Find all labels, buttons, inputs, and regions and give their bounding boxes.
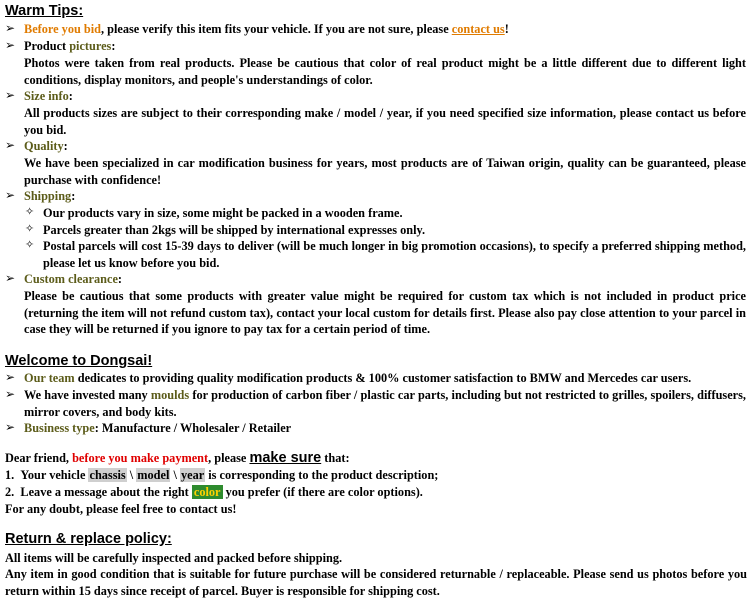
arrowhead-bullet-icon: ➢ (5, 387, 16, 401)
business-label: Business type (24, 421, 95, 435)
moulds-label: moulds (150, 388, 190, 402)
team-line (24, 370, 746, 387)
arrowhead-bullet-icon: ➢ (5, 420, 16, 434)
welcome-title: Welcome to Dongsai! (5, 353, 153, 369)
model-label: model (137, 468, 170, 482)
four-point-star-icon: ✧ (25, 222, 35, 235)
arrowhead-bullet-icon: ➢ (5, 370, 16, 384)
arrowhead-bullet-icon: ➢ (5, 88, 16, 102)
customs-body: Please be cautious that some products with greater value might be required for custom tax which is not included in product price (returning the item will not refund custom tax), contact your local custom for details first. Please also pay close attention to your parcel in case they will be returned if you ignore to pay tax for a certain period of time. (24, 289, 746, 336)
before-bid-text: , please verify this item fits your vehicle. If you are not sure, please (100, 22, 452, 36)
payment-warning: before you make payment (72, 451, 209, 465)
shipping-point: Our products vary in size, some might be packed in a wooden frame. (43, 206, 403, 220)
quality-colon: : (63, 139, 68, 153)
business-text: : Manufacture / Wholesaler / Retailer (94, 421, 292, 435)
pictures-colon: : (111, 39, 116, 53)
chassis-label: chassis (89, 468, 126, 482)
payment-intro-a: Dear friend, (5, 451, 73, 465)
customs-label: Custom clearance (24, 272, 118, 286)
quality-label: Quality (24, 139, 64, 153)
four-point-star-icon: ✧ (25, 238, 35, 251)
team-label: Our team (24, 371, 75, 385)
quality-heading (24, 138, 746, 155)
business-line (24, 420, 746, 437)
arrowhead-bullet-icon: ➢ (5, 138, 16, 152)
moulds-text-a: We have invested many (24, 388, 151, 402)
team-text: dedicates to providing quality modification products & 100% customer satisfaction to BMW and Mercedes car users. (74, 371, 692, 385)
payment-intro-b: , please (208, 451, 250, 465)
payment-line-1 (5, 467, 747, 484)
pictures-body: Photos were taken from real products. Please be cautious that color of real product might be a little different due to different light conditions, display monitors, and people's understandings of color. (24, 56, 746, 87)
year-label: year (180, 468, 205, 482)
before-bid-end: ! (504, 22, 509, 36)
line2-text-b: you prefer (if there are color options). (222, 485, 423, 499)
arrowhead-bullet-icon: ➢ (5, 271, 16, 285)
size-colon: : (68, 89, 73, 103)
line1-text-b: is corresponding to the product description; (205, 468, 439, 482)
size-label: Size info (24, 89, 69, 103)
pictures-label-a: Product (24, 39, 70, 53)
payment-line-2 (5, 484, 747, 501)
warm-tips-title: Warm Tips: (5, 3, 84, 19)
line-number: 2. (5, 485, 15, 499)
line-number: 1. (5, 468, 15, 482)
before-bid-tip (24, 21, 746, 38)
payment-intro-c: that: (321, 451, 350, 465)
shipping-label: Shipping (24, 189, 72, 203)
shipping-point: Postal parcels will cost 15-39 days to deliver (will be much longer in big promotion occasions), to specify a preferred shipping method, please let us know before you bid. (43, 239, 746, 270)
arrowhead-bullet-icon: ➢ (5, 21, 16, 35)
make-sure-label: make sure (249, 450, 322, 466)
shipping-point: Parcels greater than 2kgs will be shipped by international expresses only. (43, 223, 426, 237)
moulds-line (24, 387, 746, 420)
contact-us-link[interactable]: contact us (451, 22, 505, 36)
size-heading (24, 88, 746, 105)
shipping-colon: : (71, 189, 76, 203)
payment-closing: For any doubt, please feel free to contact us! (5, 502, 237, 516)
arrowhead-bullet-icon: ➢ (5, 188, 16, 202)
quality-body: We have been specialized in car modification business for years, most products are of Taiwan origin, quality can be guaranteed, please purchase with confidence! (24, 156, 746, 187)
customs-colon: : (117, 272, 123, 286)
line2-text-a: Leave a message about the right (20, 485, 192, 499)
color-label: color (193, 485, 221, 499)
returns-line-2: Any item in good condition that is suitable for future purchase will be considered returnable / replaceable. Please send us photos before you return within 15 days since receipt of parcel. Buyer is responsible for shipping cost. (5, 567, 747, 598)
returns-title: Return & replace policy: (5, 531, 172, 547)
arrowhead-bullet-icon: ➢ (5, 38, 16, 52)
pictures-label: pictures (69, 39, 112, 53)
returns-line-1: All items will be carefully inspected and packed before shipping. (5, 551, 343, 565)
size-body: All products sizes are subject to their corresponding make / model / year, if you need specified size information, please contact us before you bid. (24, 106, 746, 137)
pictures-heading (24, 38, 746, 55)
before-bid-label: Before you bid (24, 22, 101, 36)
payment-intro (5, 450, 747, 467)
separator: \ (170, 468, 180, 482)
separator: \ (126, 468, 137, 482)
four-point-star-icon: ✧ (25, 205, 35, 218)
customs-heading (24, 271, 746, 288)
shipping-heading (24, 188, 746, 205)
line1-text-a: Your vehicle (20, 468, 89, 482)
moulds-text-b: for production of carbon fiber / plastic car parts, including but not restricted to grilles, spoilers, diffusers, mirror covers, and body kits. (24, 388, 746, 419)
